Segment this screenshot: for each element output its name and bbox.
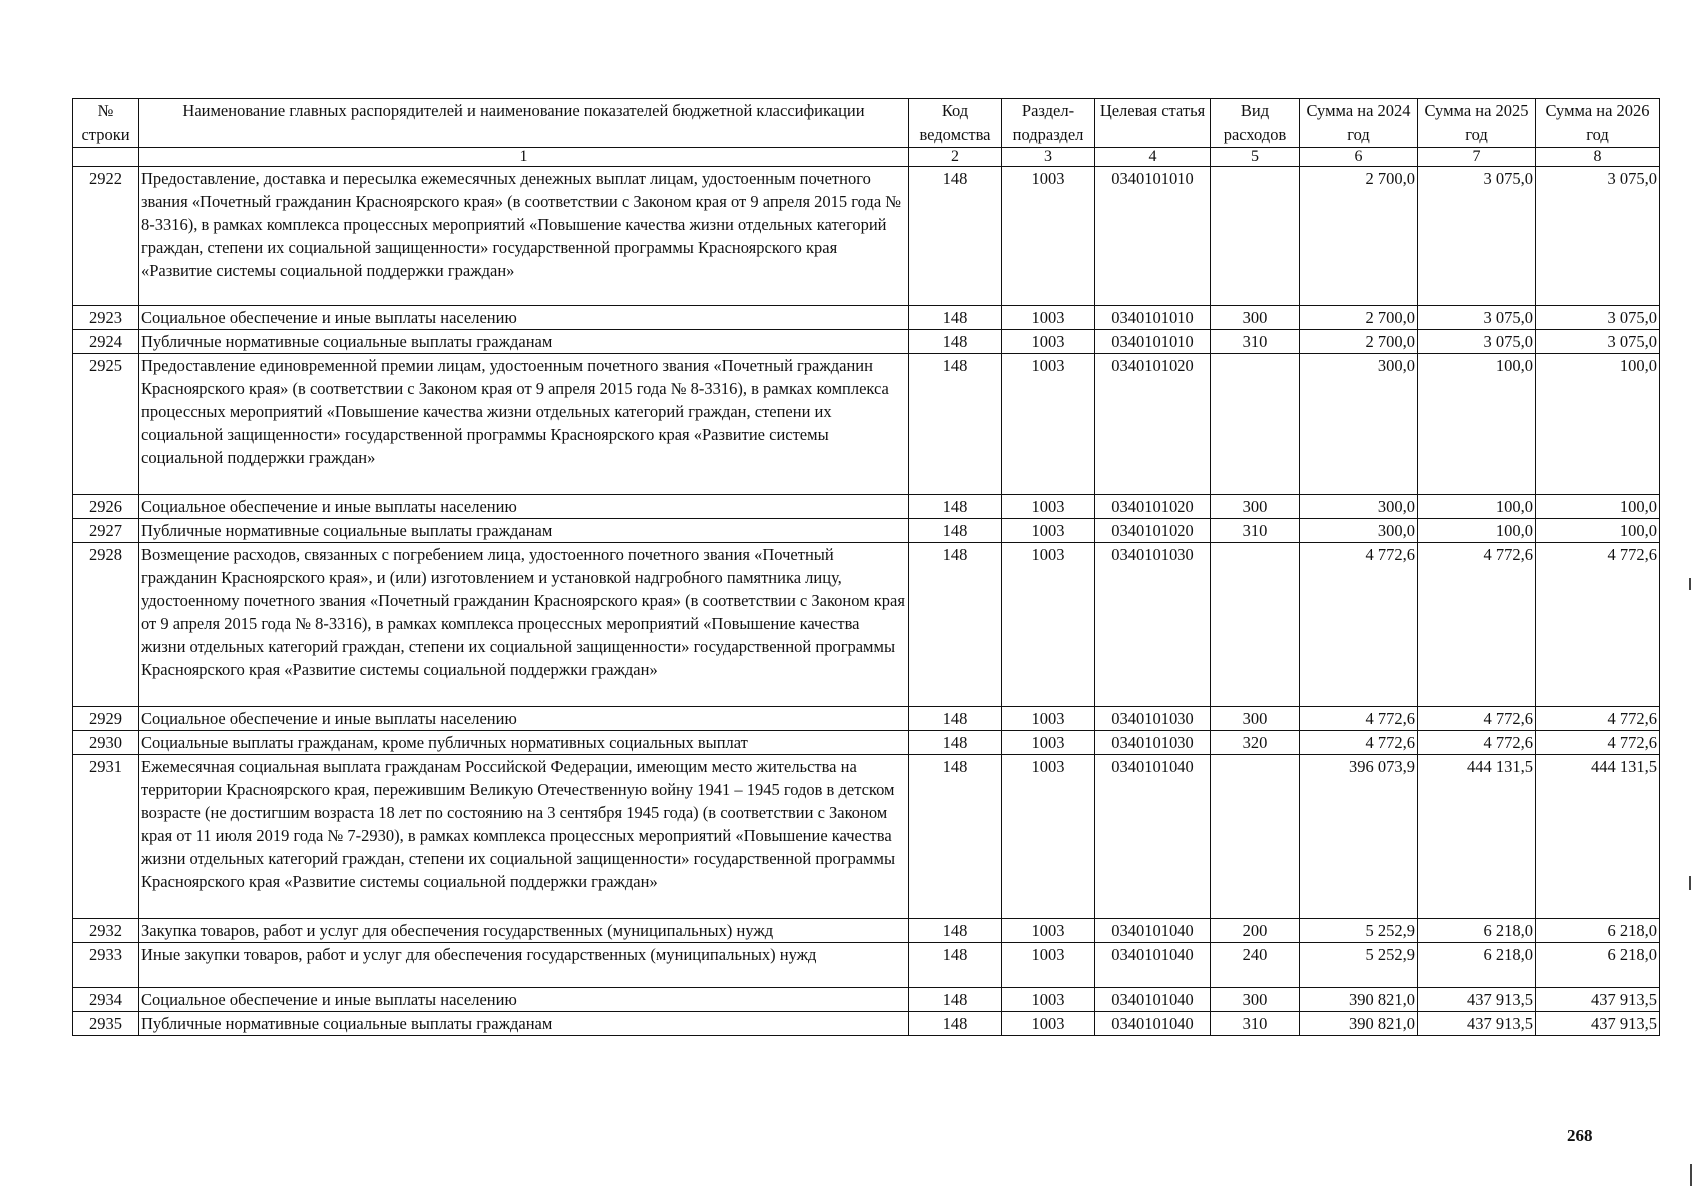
row-sum-2026: 3 075,0 xyxy=(1536,167,1660,306)
row-sum-2026: 3 075,0 xyxy=(1536,306,1660,330)
row-number: 2925 xyxy=(73,354,139,495)
row-sum-2025: 4 772,6 xyxy=(1418,707,1536,731)
row-target-article: 0340101030 xyxy=(1095,707,1211,731)
table-body xyxy=(73,167,1660,1036)
row-number: 2934 xyxy=(73,988,139,1012)
row-sum-2024: 390 821,0 xyxy=(1300,988,1418,1012)
row-ved-code: 148 xyxy=(909,354,1002,495)
row-section-code: 1003 xyxy=(1002,755,1095,919)
row-sum-2024: 2 700,0 xyxy=(1300,167,1418,306)
row-sum-2025: 437 913,5 xyxy=(1418,1012,1536,1036)
row-sum-2025: 444 131,5 xyxy=(1418,755,1536,919)
row-number: 2928 xyxy=(73,543,139,707)
table-row xyxy=(73,988,1660,1012)
row-expense-type xyxy=(1211,755,1300,919)
row-expense-type: 320 xyxy=(1211,731,1300,755)
header-cell: № строки xyxy=(73,99,139,148)
table-row xyxy=(73,1012,1660,1036)
row-section-code: 1003 xyxy=(1002,988,1095,1012)
row-section-code: 1003 xyxy=(1002,495,1095,519)
row-sum-2026: 444 131,5 xyxy=(1536,755,1660,919)
column-number-cell: 4 xyxy=(1095,148,1211,167)
row-ved-code: 148 xyxy=(909,1012,1002,1036)
row-sum-2026: 100,0 xyxy=(1536,354,1660,495)
row-target-article: 0340101020 xyxy=(1095,354,1211,495)
row-target-article: 0340101010 xyxy=(1095,330,1211,354)
row-target-article: 0340101010 xyxy=(1095,306,1211,330)
row-sum-2025: 3 075,0 xyxy=(1418,330,1536,354)
row-expense-type: 300 xyxy=(1211,306,1300,330)
row-name: Социальное обеспечение и иные выплаты населению xyxy=(139,306,909,330)
row-sum-2026: 4 772,6 xyxy=(1536,543,1660,707)
row-name: Социальное обеспечение и иные выплаты населению xyxy=(139,495,909,519)
column-number-cell: 6 xyxy=(1300,148,1418,167)
header-cell: Целевая статья xyxy=(1095,99,1211,148)
row-sum-2025: 6 218,0 xyxy=(1418,943,1536,988)
row-number: 2926 xyxy=(73,495,139,519)
row-section-code: 1003 xyxy=(1002,543,1095,707)
row-section-code: 1003 xyxy=(1002,330,1095,354)
row-name: Социальное обеспечение и иные выплаты населению xyxy=(139,988,909,1012)
table-row xyxy=(73,306,1660,330)
row-sum-2026: 4 772,6 xyxy=(1536,731,1660,755)
row-sum-2024: 396 073,9 xyxy=(1300,755,1418,919)
row-number: 2927 xyxy=(73,519,139,543)
row-ved-code: 148 xyxy=(909,519,1002,543)
header-cell: Раздел-подраздел xyxy=(1002,99,1095,148)
row-sum-2025: 6 218,0 xyxy=(1418,919,1536,943)
row-sum-2024: 300,0 xyxy=(1300,519,1418,543)
row-sum-2025: 3 075,0 xyxy=(1418,306,1536,330)
row-number: 2930 xyxy=(73,731,139,755)
row-target-article: 0340101040 xyxy=(1095,755,1211,919)
row-expense-type: 240 xyxy=(1211,943,1300,988)
row-number: 2935 xyxy=(73,1012,139,1036)
row-sum-2025: 4 772,6 xyxy=(1418,543,1536,707)
row-expense-type: 200 xyxy=(1211,919,1300,943)
row-sum-2026: 4 772,6 xyxy=(1536,707,1660,731)
table-row xyxy=(73,519,1660,543)
row-expense-type: 300 xyxy=(1211,707,1300,731)
scan-mark xyxy=(1689,876,1691,890)
row-sum-2026: 437 913,5 xyxy=(1536,988,1660,1012)
budget-table xyxy=(72,98,1660,1036)
row-target-article: 0340101020 xyxy=(1095,519,1211,543)
row-sum-2025: 4 772,6 xyxy=(1418,731,1536,755)
row-sum-2024: 5 252,9 xyxy=(1300,919,1418,943)
row-expense-type: 300 xyxy=(1211,988,1300,1012)
row-target-article: 0340101020 xyxy=(1095,495,1211,519)
row-expense-type xyxy=(1211,354,1300,495)
row-target-article: 0340101040 xyxy=(1095,1012,1211,1036)
row-sum-2026: 3 075,0 xyxy=(1536,330,1660,354)
row-name: Возмещение расходов, связанных с погребением лица, удостоенного почетного звания «Почетный гражданин Красноярского края», и (или) изготовлением и установкой надгробного памятника лицу, удостоенному почетного звания «Почетный гражданин Красноярского края» (в соответствии с Законом края от 9 апреля 2015 года № 8-3316), в рамках комплекса процессных мероприятий «Повышение качества жизни отдельных категорий граждан, степени их социальной защищенности» государственной программы Красноярского края «Развитие системы социальной поддержки граждан» xyxy=(139,543,909,707)
row-expense-type: 300 xyxy=(1211,495,1300,519)
row-sum-2025: 100,0 xyxy=(1418,495,1536,519)
row-ved-code: 148 xyxy=(909,731,1002,755)
row-sum-2026: 100,0 xyxy=(1536,495,1660,519)
column-number-cell: 2 xyxy=(909,148,1002,167)
row-number: 2922 xyxy=(73,167,139,306)
row-number: 2923 xyxy=(73,306,139,330)
row-target-article: 0340101010 xyxy=(1095,167,1211,306)
table-row xyxy=(73,731,1660,755)
row-name: Ежемесячная социальная выплата гражданам Российской Федерации, имеющим место жительства на территории Красноярского края, пережившим Великую Отечественную войну 1941 – 1945 годов в детском возрасте (не достигшим возраста 18 лет по состоянию на 3 сентября 1945 года) (в соответствии с Законом края от 11 июля 2019 года № 7-2930), в рамках комплекса процессных мероприятий «Повышение качества жизни отдельных категорий граждан, степени их социальной защищенности» государственной программы Красноярского края «Развитие системы социальной поддержки граждан» xyxy=(139,755,909,919)
row-expense-type: 310 xyxy=(1211,519,1300,543)
header-cell: Наименование главных распорядителей и наименование показателей бюджетной классификации xyxy=(139,99,909,148)
row-target-article: 0340101030 xyxy=(1095,543,1211,707)
row-target-article: 0340101040 xyxy=(1095,919,1211,943)
row-section-code: 1003 xyxy=(1002,306,1095,330)
row-name: Публичные нормативные социальные выплаты гражданам xyxy=(139,519,909,543)
row-sum-2024: 4 772,6 xyxy=(1300,731,1418,755)
row-sum-2025: 3 075,0 xyxy=(1418,167,1536,306)
table-row xyxy=(73,707,1660,731)
row-name: Закупка товаров, работ и услуг для обеспечения государственных (муниципальных) нужд xyxy=(139,919,909,943)
row-sum-2025: 437 913,5 xyxy=(1418,988,1536,1012)
row-name: Иные закупки товаров, работ и услуг для обеспечения государственных (муниципальных) нужд xyxy=(139,943,909,988)
column-number-cell: 1 xyxy=(139,148,909,167)
row-sum-2024: 5 252,9 xyxy=(1300,943,1418,988)
row-target-article: 0340101040 xyxy=(1095,988,1211,1012)
row-ved-code: 148 xyxy=(909,543,1002,707)
row-number: 2929 xyxy=(73,707,139,731)
header-cell: Сумма на 2024 год xyxy=(1300,99,1418,148)
row-name: Предоставление, доставка и пересылка ежемесячных денежных выплат лицам, удостоенным почетного звания «Почетный гражданин Красноярского края» (в соответствии с Законом края от 9 апреля 2015 года № 8-3316), в рамках комплекса процессных мероприятий «Повышение качества жизни отдельных категорий граждан, степени их социальной защищенности» государственной программы Красноярского края «Развитие системы социальной поддержки граждан» xyxy=(139,167,909,306)
row-expense-type: 310 xyxy=(1211,1012,1300,1036)
row-number: 2931 xyxy=(73,755,139,919)
row-ved-code: 148 xyxy=(909,330,1002,354)
row-section-code: 1003 xyxy=(1002,943,1095,988)
column-number-cell: 8 xyxy=(1536,148,1660,167)
page-number: 268 xyxy=(1567,1126,1593,1145)
row-section-code: 1003 xyxy=(1002,354,1095,495)
row-target-article: 0340101030 xyxy=(1095,731,1211,755)
row-ved-code: 148 xyxy=(909,495,1002,519)
header-cell: Вид расходов xyxy=(1211,99,1300,148)
row-name: Публичные нормативные социальные выплаты гражданам xyxy=(139,330,909,354)
header-cell: Код ведомства xyxy=(909,99,1002,148)
scan-mark xyxy=(1689,578,1691,590)
row-section-code: 1003 xyxy=(1002,519,1095,543)
table-row xyxy=(73,919,1660,943)
row-sum-2025: 100,0 xyxy=(1418,519,1536,543)
row-target-article: 0340101040 xyxy=(1095,943,1211,988)
row-sum-2026: 6 218,0 xyxy=(1536,943,1660,988)
row-expense-type xyxy=(1211,543,1300,707)
row-sum-2024: 2 700,0 xyxy=(1300,306,1418,330)
row-number: 2924 xyxy=(73,330,139,354)
row-section-code: 1003 xyxy=(1002,707,1095,731)
table-row xyxy=(73,354,1660,495)
row-ved-code: 148 xyxy=(909,943,1002,988)
row-sum-2024: 300,0 xyxy=(1300,495,1418,519)
column-number-cell xyxy=(73,148,139,167)
column-number-row xyxy=(73,148,1660,167)
row-sum-2024: 4 772,6 xyxy=(1300,707,1418,731)
row-ved-code: 148 xyxy=(909,988,1002,1012)
table-row xyxy=(73,543,1660,707)
table-row xyxy=(73,755,1660,919)
column-number-cell: 5 xyxy=(1211,148,1300,167)
row-name: Социальное обеспечение и иные выплаты населению xyxy=(139,707,909,731)
row-sum-2026: 437 913,5 xyxy=(1536,1012,1660,1036)
row-name: Социальные выплаты гражданам, кроме публичных нормативных социальных выплат xyxy=(139,731,909,755)
column-number-cell: 3 xyxy=(1002,148,1095,167)
row-ved-code: 148 xyxy=(909,755,1002,919)
row-sum-2024: 390 821,0 xyxy=(1300,1012,1418,1036)
row-ved-code: 148 xyxy=(909,707,1002,731)
header-cell: Сумма на 2025 год xyxy=(1418,99,1536,148)
row-ved-code: 148 xyxy=(909,306,1002,330)
row-ved-code: 148 xyxy=(909,919,1002,943)
row-section-code: 1003 xyxy=(1002,731,1095,755)
table-row xyxy=(73,167,1660,306)
row-number: 2932 xyxy=(73,919,139,943)
row-expense-type: 310 xyxy=(1211,330,1300,354)
row-ved-code: 148 xyxy=(909,167,1002,306)
row-sum-2026: 100,0 xyxy=(1536,519,1660,543)
row-sum-2024: 2 700,0 xyxy=(1300,330,1418,354)
table-row xyxy=(73,943,1660,988)
scan-mark xyxy=(1690,1164,1692,1186)
row-number: 2933 xyxy=(73,943,139,988)
row-section-code: 1003 xyxy=(1002,167,1095,306)
column-number-cell: 7 xyxy=(1418,148,1536,167)
row-expense-type xyxy=(1211,167,1300,306)
table-row xyxy=(73,330,1660,354)
table-row xyxy=(73,495,1660,519)
row-name: Предоставление единовременной премии лицам, удостоенным почетного звания «Почетный гражданин Красноярского края» (в соответствии с Законом края от 9 апреля 2015 года № 8-3316), в рамках комплекса процессных мероприятий «Повышение качества жизни отдельных категорий граждан, степени их социальной защищенности» государственной программы Красноярского края «Развитие системы социальной поддержки граждан» xyxy=(139,354,909,495)
header-row xyxy=(73,99,1660,148)
row-section-code: 1003 xyxy=(1002,919,1095,943)
row-section-code: 1003 xyxy=(1002,1012,1095,1036)
row-sum-2024: 4 772,6 xyxy=(1300,543,1418,707)
row-name: Публичные нормативные социальные выплаты гражданам xyxy=(139,1012,909,1036)
header-cell: Сумма на 2026 год xyxy=(1536,99,1660,148)
row-sum-2024: 300,0 xyxy=(1300,354,1418,495)
row-sum-2025: 100,0 xyxy=(1418,354,1536,495)
row-sum-2026: 6 218,0 xyxy=(1536,919,1660,943)
